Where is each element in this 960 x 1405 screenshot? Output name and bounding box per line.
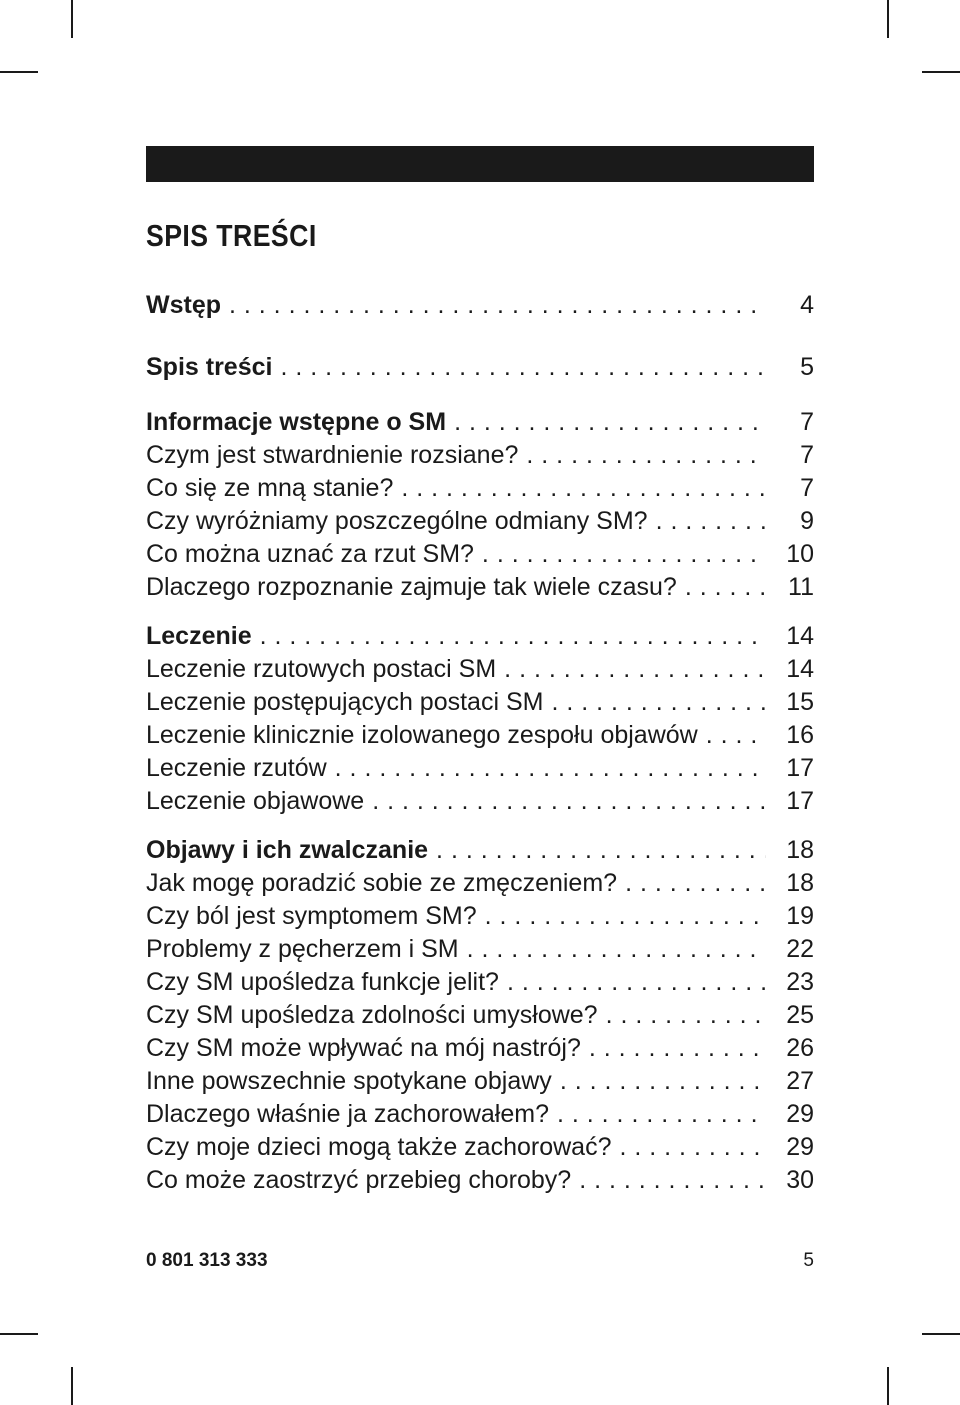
toc-entry-page: 19 [786, 902, 814, 930]
toc-entry[interactable] [146, 1098, 814, 1131]
leader-dots [467, 933, 766, 966]
toc-entry[interactable] [146, 1164, 814, 1197]
leader-dots [454, 406, 766, 439]
crop-mark [887, 0, 889, 38]
toc-entry-label: Czy moje dzieci mogą także zachorować? [146, 1133, 612, 1161]
toc-entry-page: 15 [786, 688, 814, 716]
toc-entry-page: 7 [800, 441, 814, 469]
leader-dots [589, 1032, 766, 1065]
toc-entry[interactable] [146, 620, 814, 653]
toc-entry-label: Objawy i ich zwalczanie [146, 836, 429, 864]
toc-entry-label: Inne powszechnie spotykane objawy [146, 1067, 552, 1095]
toc-entry-label: Dlaczego rozpoznanie zajmuje tak wiele czasu? [146, 573, 677, 601]
toc-entry-label: Czy ból jest symptomem SM? [146, 902, 477, 930]
toc-entry-page: 11 [788, 573, 814, 601]
leader-dots [706, 719, 766, 752]
toc-entry[interactable] [146, 834, 814, 867]
toc-entry-page: 18 [786, 836, 814, 864]
toc-entry-page: 29 [786, 1133, 814, 1161]
toc-entry-label: Informacje wstępne o SM [146, 408, 447, 436]
toc-entry-page: 26 [786, 1034, 814, 1062]
table-of-contents [146, 282, 814, 1213]
crop-mark [71, 0, 73, 38]
toc-entry[interactable] [146, 538, 814, 571]
toc-entry-label: Co się ze mną stanie? [146, 474, 394, 502]
leader-dots [579, 1164, 766, 1197]
toc-entry-page: 4 [800, 291, 814, 319]
crop-mark [0, 71, 38, 73]
toc-section-spis [146, 344, 814, 390]
toc-entry-label: Dlaczego właśnie ja zachorowałem? [146, 1100, 549, 1128]
leader-dots [482, 538, 766, 571]
leader-dots [504, 653, 766, 686]
leader-dots [606, 999, 766, 1032]
toc-entry-page: 22 [786, 935, 814, 963]
toc-entry[interactable] [146, 282, 814, 328]
footer-phone-number: 0 801 313 333 [146, 1250, 268, 1271]
toc-entry-page: 29 [786, 1100, 814, 1128]
toc-entry-label: Leczenie objawowe [146, 787, 365, 815]
toc-entry-page: 5 [800, 353, 814, 381]
toc-entry-label: Co może zaostrzyć przebieg choroby? [146, 1166, 572, 1194]
toc-entry-page: 9 [800, 507, 814, 535]
toc-entry[interactable] [146, 999, 814, 1032]
toc-entry-label: Czy wyróżniamy poszczególne odmiany SM? [146, 507, 648, 535]
page-title: SPIS TREŚCI [146, 218, 317, 253]
crop-mark [0, 1333, 38, 1335]
toc-entry[interactable] [146, 867, 814, 900]
leader-dots [625, 867, 766, 900]
toc-entry-label: Jak mogę poradzić sobie ze zmęczeniem? [146, 869, 618, 897]
toc-entry-page: 14 [786, 622, 814, 650]
crop-mark [887, 1367, 889, 1405]
toc-section-leczenie [146, 620, 814, 818]
toc-entry-label: Czy SM upośledza funkcje jelit? [146, 968, 499, 996]
toc-section-wstep [146, 282, 814, 328]
toc-section-objawy [146, 834, 814, 1197]
toc-entry-label: Leczenie [146, 622, 252, 650]
toc-entry[interactable] [146, 752, 814, 785]
leader-dots [619, 1131, 766, 1164]
leader-dots [401, 472, 766, 505]
toc-entry[interactable] [146, 653, 814, 686]
leader-dots [260, 620, 766, 653]
leader-dots [507, 966, 766, 999]
toc-entry-label: Leczenie postępujących postaci SM [146, 688, 544, 716]
leader-dots [656, 505, 766, 538]
toc-entry[interactable] [146, 1131, 814, 1164]
toc-entry-page: 25 [786, 1001, 814, 1029]
leader-dots [685, 571, 766, 604]
toc-entry-page: 16 [786, 721, 814, 749]
toc-entry[interactable] [146, 719, 814, 752]
toc-entry-label: Spis treści [146, 353, 273, 381]
toc-entry-page: 10 [786, 540, 814, 568]
toc-entry-page: 30 [786, 1166, 814, 1194]
leader-dots [436, 834, 766, 867]
toc-entry-label: Leczenie klinicznie izolowanego zespołu objawów [146, 721, 698, 749]
toc-entry[interactable] [146, 571, 814, 604]
crop-mark [71, 1367, 73, 1405]
toc-entry-label: Leczenie rzutów [146, 754, 327, 782]
toc-entry[interactable] [146, 933, 814, 966]
toc-entry[interactable] [146, 900, 814, 933]
toc-entry[interactable] [146, 472, 814, 505]
toc-entry-label: Czym jest stwardnienie rozsiane? [146, 441, 519, 469]
toc-entry-page: 17 [786, 787, 814, 815]
toc-entry-page: 7 [800, 474, 814, 502]
toc-entry-label: Wstęp [146, 291, 221, 319]
leader-dots [485, 900, 766, 933]
toc-entry[interactable] [146, 1065, 814, 1098]
leader-dots [560, 1065, 766, 1098]
footer-page-number: 5 [803, 1250, 814, 1271]
leader-dots [551, 686, 766, 719]
toc-entry[interactable] [146, 406, 814, 439]
leader-dots [526, 439, 766, 472]
toc-entry-page: 23 [786, 968, 814, 996]
leader-dots [372, 785, 766, 818]
toc-entry[interactable] [146, 439, 814, 472]
toc-entry[interactable] [146, 505, 814, 538]
toc-entry[interactable] [146, 344, 814, 390]
toc-entry-label: Leczenie rzutowych postaci SM [146, 655, 497, 683]
header-bar [146, 146, 814, 182]
crop-mark [922, 71, 960, 73]
toc-entry[interactable] [146, 966, 814, 999]
toc-entry-label: Czy SM upośledza zdolności umysłowe? [146, 1001, 598, 1029]
leader-dots [229, 282, 766, 328]
toc-entry-page: 17 [786, 754, 814, 782]
toc-entry-label: Co można uznać za rzut SM? [146, 540, 474, 568]
leader-dots [335, 752, 766, 785]
toc-entry[interactable] [146, 785, 814, 818]
toc-entry-page: 14 [786, 655, 814, 683]
crop-mark [922, 1333, 960, 1335]
leader-dots [557, 1098, 766, 1131]
toc-entry-page: 18 [786, 869, 814, 897]
toc-entry[interactable] [146, 686, 814, 719]
toc-entry-page: 27 [786, 1067, 814, 1095]
toc-entry[interactable] [146, 1032, 814, 1065]
toc-entry-label: Czy SM może wpływać na mój nastrój? [146, 1034, 581, 1062]
toc-entry-page: 7 [800, 408, 814, 436]
toc-entry-label: Problemy z pęcherzem i SM [146, 935, 459, 963]
toc-section-informacje [146, 406, 814, 604]
leader-dots [280, 344, 766, 390]
